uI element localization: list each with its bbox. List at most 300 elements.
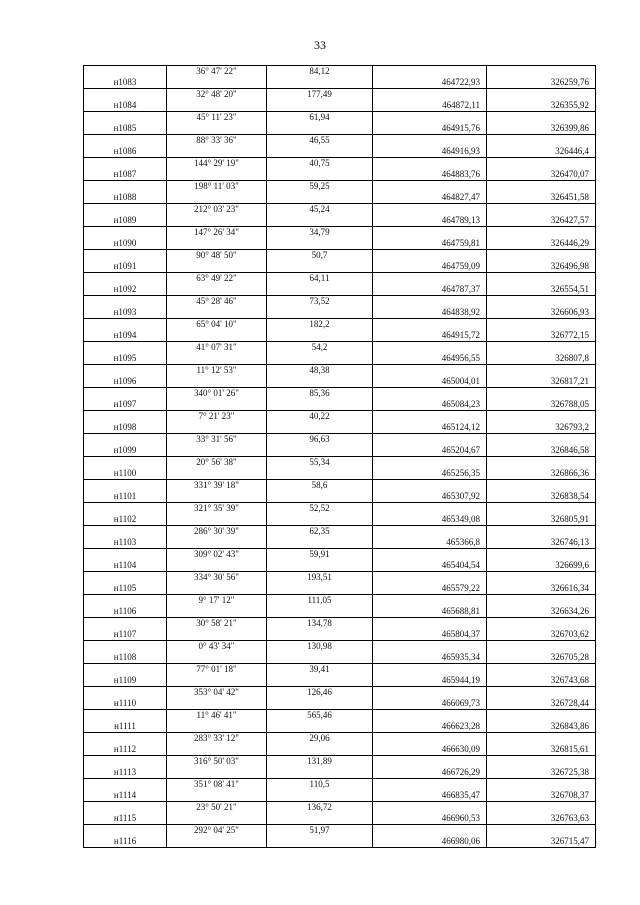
- direction-angle-cell-upper: 309° 02' 43": [194, 549, 239, 559]
- point-cell: [84, 365, 167, 388]
- length-cell-lower: [267, 307, 372, 318]
- y-coordinate-cell-upper: [487, 549, 595, 560]
- length-cell-lower: [267, 192, 372, 203]
- x-coordinate-cell: [373, 204, 487, 227]
- x-coordinate-cell-upper: [373, 733, 486, 744]
- y-coordinate-cell-upper: [487, 480, 595, 491]
- point-cell-upper: [84, 733, 166, 744]
- length-cell: [267, 549, 373, 572]
- point-cell: [84, 66, 167, 89]
- y-coordinate-cell-upper: [487, 181, 595, 192]
- point-cell-upper: [84, 411, 166, 422]
- length-cell-lower: [267, 261, 372, 272]
- x-coordinate-cell-lower: 464883,76: [441, 169, 480, 179]
- length-cell-lower: [267, 169, 372, 180]
- length-cell-upper: 110,5: [309, 779, 330, 789]
- length-cell: [267, 572, 373, 595]
- table-row: [84, 595, 596, 618]
- direction-angle-cell: [167, 181, 267, 204]
- x-coordinate-cell-lower: 465688,81: [441, 606, 480, 616]
- direction-angle-cell-lower: [167, 376, 266, 387]
- y-coordinate-cell-upper: [487, 825, 595, 836]
- length-cell-upper: 55,34: [309, 457, 330, 467]
- length-cell: [267, 365, 373, 388]
- x-coordinate-cell-upper: [373, 595, 486, 606]
- point-cell-lower: н1087: [113, 169, 137, 179]
- x-coordinate-cell: [373, 802, 487, 825]
- x-coordinate-cell-upper: [373, 411, 486, 422]
- x-coordinate-cell-upper: [373, 296, 486, 307]
- y-coordinate-cell-upper: [487, 365, 595, 376]
- direction-angle-cell: [167, 158, 267, 181]
- y-coordinate-cell: [487, 549, 596, 572]
- x-coordinate-cell-lower: 464915,76: [441, 123, 480, 133]
- length-cell-upper: 45,24: [309, 204, 330, 214]
- y-coordinate-cell: [487, 664, 596, 687]
- x-coordinate-cell-lower: 465935,34: [441, 652, 480, 662]
- y-coordinate-cell-lower: 326866,36: [550, 468, 589, 478]
- length-cell-lower: [267, 813, 372, 824]
- y-coordinate-cell: [487, 342, 596, 365]
- direction-angle-cell: [167, 503, 267, 526]
- table-row: [84, 342, 596, 365]
- length-cell: [267, 779, 373, 802]
- point-cell-upper: [84, 802, 166, 813]
- y-coordinate-cell-upper: [487, 112, 595, 123]
- point-cell-upper: [84, 319, 166, 330]
- y-coordinate-cell-upper: [487, 135, 595, 146]
- length-cell: [267, 342, 373, 365]
- x-coordinate-cell: [373, 273, 487, 296]
- length-cell-upper: 50,7: [311, 250, 328, 260]
- direction-angle-cell-lower: [167, 422, 266, 433]
- point-cell-upper: [84, 365, 166, 376]
- x-coordinate-cell-lower: 464759,81: [441, 238, 480, 248]
- direction-angle-cell-lower: [167, 560, 266, 571]
- direction-angle-cell-lower: [167, 606, 266, 617]
- direction-angle-cell-lower: [167, 353, 266, 364]
- y-coordinate-cell: [487, 66, 596, 89]
- y-coordinate-cell-upper: [487, 641, 595, 652]
- x-coordinate-cell-lower: 466069,73: [441, 698, 480, 708]
- y-coordinate-cell: [487, 112, 596, 135]
- point-cell-upper: [84, 66, 166, 77]
- table-row: [84, 733, 596, 756]
- length-cell-upper: 111,05: [307, 595, 332, 605]
- length-cell-upper: 84,12: [309, 66, 330, 76]
- x-coordinate-cell-lower: 464722,93: [441, 77, 480, 87]
- direction-angle-cell: [167, 457, 267, 480]
- length-cell: [267, 710, 373, 733]
- direction-angle-cell-lower: [167, 215, 266, 226]
- point-cell-lower: н1094: [113, 330, 137, 340]
- length-cell-upper: 136,72: [307, 802, 332, 812]
- direction-angle-cell: [167, 664, 267, 687]
- length-cell-lower: [267, 422, 372, 433]
- x-coordinate-cell: [373, 181, 487, 204]
- table-row: [84, 227, 596, 250]
- point-cell-lower: н1111: [114, 721, 136, 731]
- y-coordinate-cell-lower: 326772,15: [550, 330, 589, 340]
- point-cell-lower: н1083: [113, 77, 137, 87]
- x-coordinate-cell-lower: 466980,06: [441, 836, 480, 846]
- x-coordinate-cell: [373, 250, 487, 273]
- direction-angle-cell-upper: 65° 04' 10": [196, 319, 237, 329]
- x-coordinate-cell-upper: [373, 227, 486, 238]
- length-cell: [267, 181, 373, 204]
- direction-angle-cell-lower: [167, 192, 266, 203]
- y-coordinate-cell-upper: [487, 802, 595, 813]
- table-row: [84, 273, 596, 296]
- point-cell: [84, 503, 167, 526]
- direction-angle-cell-lower: [167, 445, 266, 456]
- direction-angle-cell-upper: 20° 56' 38": [196, 457, 237, 467]
- direction-angle-cell: [167, 618, 267, 641]
- y-coordinate-cell-upper: [487, 526, 595, 537]
- y-coordinate-cell-lower: 326763,63: [550, 813, 589, 823]
- table-row: [84, 618, 596, 641]
- direction-angle-cell-lower: [167, 491, 266, 502]
- point-cell-upper: [84, 89, 166, 100]
- point-cell-lower: н1104: [113, 560, 137, 570]
- direction-angle-cell: [167, 319, 267, 342]
- direction-angle-cell-lower: [167, 836, 266, 847]
- y-coordinate-cell-upper: [487, 710, 595, 721]
- length-cell: [267, 158, 373, 181]
- point-cell: [84, 641, 167, 664]
- point-cell-lower: н1097: [113, 399, 137, 409]
- direction-angle-cell-lower: [167, 146, 266, 157]
- direction-angle-cell: [167, 250, 267, 273]
- length-cell-lower: [267, 100, 372, 111]
- point-cell: [84, 181, 167, 204]
- direction-angle-cell-upper: 198° 11' 03": [194, 181, 239, 191]
- x-coordinate-cell: [373, 779, 487, 802]
- x-coordinate-cell: [373, 365, 487, 388]
- point-cell-upper: [84, 227, 166, 238]
- point-cell: [84, 825, 167, 848]
- direction-angle-cell-upper: 340° 01' 26": [194, 388, 239, 398]
- length-cell: [267, 733, 373, 756]
- direction-angle-cell-upper: 334° 30' 56": [194, 572, 239, 582]
- table-row: [84, 158, 596, 181]
- x-coordinate-cell: [373, 434, 487, 457]
- point-cell-upper: [84, 181, 166, 192]
- table-row: [84, 779, 596, 802]
- point-cell: [84, 89, 167, 112]
- table-row: [84, 480, 596, 503]
- table-row: [84, 66, 596, 89]
- length-cell: [267, 296, 373, 319]
- direction-angle-cell: [167, 135, 267, 158]
- x-coordinate-cell-lower: 464789,13: [441, 215, 480, 225]
- table-row: [84, 457, 596, 480]
- table-row: [84, 89, 596, 112]
- direction-angle-cell-lower: [167, 123, 266, 134]
- y-coordinate-cell-upper: [487, 572, 595, 583]
- point-cell-lower: н1092: [113, 284, 137, 294]
- direction-angle-cell-upper: 353° 04' 42": [194, 687, 239, 697]
- length-cell: [267, 112, 373, 135]
- direction-angle-cell-upper: 77° 01' 18": [196, 664, 237, 674]
- direction-angle-cell: [167, 227, 267, 250]
- point-cell-upper: [84, 273, 166, 284]
- length-cell-upper: 48,38: [309, 365, 330, 375]
- direction-angle-cell: [167, 480, 267, 503]
- coordinates-table: [83, 65, 596, 848]
- x-coordinate-cell: [373, 135, 487, 158]
- length-cell-upper: 73,52: [309, 296, 330, 306]
- y-coordinate-cell-lower: 326788,05: [550, 399, 589, 409]
- direction-angle-cell: [167, 756, 267, 779]
- direction-angle-cell: [167, 687, 267, 710]
- y-coordinate-cell: [487, 779, 596, 802]
- x-coordinate-cell: [373, 89, 487, 112]
- x-coordinate-cell-lower: 466726,29: [441, 767, 480, 777]
- direction-angle-cell: [167, 825, 267, 848]
- x-coordinate-cell: [373, 296, 487, 319]
- direction-angle-cell: [167, 641, 267, 664]
- point-cell-upper: [84, 434, 166, 445]
- y-coordinate-cell: [487, 480, 596, 503]
- length-cell-lower: [267, 560, 372, 571]
- point-cell-lower: н1115: [113, 813, 137, 823]
- x-coordinate-cell-upper: [373, 342, 486, 353]
- length-cell-upper: 29,06: [309, 733, 330, 743]
- direction-angle-cell-upper: 36° 47' 22": [196, 66, 237, 76]
- y-coordinate-cell-upper: [487, 411, 595, 422]
- length-cell: [267, 526, 373, 549]
- table-row: [84, 250, 596, 273]
- y-coordinate-cell: [487, 618, 596, 641]
- y-coordinate-cell: [487, 158, 596, 181]
- table-row: [84, 641, 596, 664]
- y-coordinate-cell: [487, 434, 596, 457]
- direction-angle-cell: [167, 204, 267, 227]
- point-cell: [84, 342, 167, 365]
- length-cell-lower: [267, 330, 372, 341]
- point-cell-upper: [84, 756, 166, 767]
- length-cell-upper: 565,46: [307, 710, 332, 720]
- y-coordinate-cell-lower: 326616,34: [550, 583, 589, 593]
- point-cell: [84, 112, 167, 135]
- x-coordinate-cell-lower: 465944,19: [441, 675, 480, 685]
- length-cell: [267, 687, 373, 710]
- point-cell: [84, 595, 167, 618]
- x-coordinate-cell-upper: [373, 181, 486, 192]
- table-row: [84, 756, 596, 779]
- direction-angle-cell: [167, 273, 267, 296]
- length-cell-upper: 126,46: [307, 687, 332, 697]
- x-coordinate-cell-lower: 464759,09: [441, 261, 480, 271]
- table-row: [84, 112, 596, 135]
- direction-angle-cell: [167, 434, 267, 457]
- x-coordinate-cell: [373, 756, 487, 779]
- direction-angle-cell-upper: 45° 11' 23": [196, 112, 237, 122]
- direction-angle-cell-lower: [167, 767, 266, 778]
- point-cell: [84, 756, 167, 779]
- y-coordinate-cell: [487, 273, 596, 296]
- length-cell: [267, 503, 373, 526]
- y-coordinate-cell: [487, 572, 596, 595]
- point-cell-lower: н1100: [113, 468, 137, 478]
- y-coordinate-cell-upper: [487, 687, 595, 698]
- x-coordinate-cell-lower: 465004,01: [441, 376, 480, 386]
- x-coordinate-cell-upper: [373, 664, 486, 675]
- direction-angle-cell-upper: 147° 26' 34": [194, 227, 239, 237]
- length-cell-lower: [267, 77, 372, 88]
- length-cell-upper: 177,49: [307, 89, 332, 99]
- direction-angle-cell-upper: 32° 48' 20": [196, 89, 237, 99]
- length-cell: [267, 802, 373, 825]
- point-cell: [84, 319, 167, 342]
- length-cell: [267, 480, 373, 503]
- x-coordinate-cell: [373, 710, 487, 733]
- point-cell-upper: [84, 250, 166, 261]
- direction-angle-cell: [167, 802, 267, 825]
- y-coordinate-cell-upper: [487, 434, 595, 445]
- point-cell: [84, 135, 167, 158]
- length-cell: [267, 756, 373, 779]
- length-cell-lower: [267, 376, 372, 387]
- x-coordinate-cell-upper: [373, 480, 486, 491]
- point-cell-lower: н1099: [113, 445, 137, 455]
- point-cell-lower: н1109: [113, 675, 137, 685]
- length-cell-upper: 131,89: [307, 756, 332, 766]
- table-row: [84, 296, 596, 319]
- length-cell-upper: 134,78: [307, 618, 332, 628]
- x-coordinate-cell-lower: 465256,35: [441, 468, 480, 478]
- direction-angle-cell-lower: [167, 77, 266, 88]
- point-cell-upper: [84, 825, 166, 836]
- x-coordinate-cell-lower: 464872,11: [442, 100, 480, 110]
- y-coordinate-cell-lower: 326399,86: [550, 123, 589, 133]
- direction-angle-cell-upper: 23° 50' 21": [196, 802, 237, 812]
- y-coordinate-cell-lower: 326815,61: [550, 744, 589, 754]
- length-cell-lower: [267, 790, 372, 801]
- length-cell-upper: 64,11: [309, 273, 330, 283]
- direction-angle-cell-lower: [167, 238, 266, 249]
- x-coordinate-cell-upper: [373, 273, 486, 284]
- length-cell: [267, 66, 373, 89]
- length-cell: [267, 89, 373, 112]
- table-row: [84, 572, 596, 595]
- y-coordinate-cell-upper: [487, 618, 595, 629]
- point-cell-upper: [84, 549, 166, 560]
- x-coordinate-cell-upper: [373, 434, 486, 445]
- direction-angle-cell: [167, 112, 267, 135]
- length-cell-lower: [267, 629, 372, 640]
- x-coordinate-cell-lower: 465804,37: [441, 629, 480, 639]
- length-cell: [267, 227, 373, 250]
- point-cell-lower: н1112: [113, 744, 137, 754]
- x-coordinate-cell-lower: 465404,54: [441, 560, 480, 570]
- length-cell-lower: [267, 583, 372, 594]
- direction-angle-cell-upper: 316° 50' 03": [194, 756, 239, 766]
- length-cell-upper: 85,36: [309, 388, 330, 398]
- y-coordinate-cell-lower: 326746,13: [550, 537, 589, 547]
- length-cell: [267, 250, 373, 273]
- point-cell-upper: [84, 158, 166, 169]
- point-cell: [84, 549, 167, 572]
- y-coordinate-cell: [487, 825, 596, 848]
- x-coordinate-cell-upper: [373, 135, 486, 146]
- direction-angle-cell-lower: [167, 652, 266, 663]
- y-coordinate-cell-lower: 326705,28: [550, 652, 589, 662]
- length-cell-lower: [267, 698, 372, 709]
- y-coordinate-cell: [487, 250, 596, 273]
- y-coordinate-cell-upper: [487, 204, 595, 215]
- length-cell: [267, 618, 373, 641]
- y-coordinate-cell: [487, 756, 596, 779]
- point-cell-upper: [84, 480, 166, 491]
- x-coordinate-cell-lower: 465307,92: [441, 491, 480, 501]
- length-cell-lower: [267, 537, 372, 548]
- length-cell: [267, 457, 373, 480]
- direction-angle-cell-lower: [167, 169, 266, 180]
- point-cell-upper: [84, 135, 166, 146]
- point-cell-upper: [84, 296, 166, 307]
- length-cell: [267, 388, 373, 411]
- y-coordinate-cell-lower: 326807,8: [555, 353, 589, 363]
- point-cell: [84, 664, 167, 687]
- length-cell-upper: 193,51: [307, 572, 332, 582]
- direction-angle-cell-lower: [167, 100, 266, 111]
- point-cell: [84, 227, 167, 250]
- x-coordinate-cell-lower: 464915,72: [441, 330, 480, 340]
- direction-angle-cell: [167, 526, 267, 549]
- length-cell-lower: [267, 721, 372, 732]
- x-coordinate-cell-lower: 464787,37: [441, 284, 480, 294]
- table-row: [84, 802, 596, 825]
- point-cell-lower: н1103: [113, 537, 137, 547]
- length-cell-upper: 51,97: [309, 825, 330, 835]
- direction-angle-cell-upper: 41° 07' 31": [196, 342, 237, 352]
- point-cell: [84, 411, 167, 434]
- y-coordinate-cell-upper: [487, 296, 595, 307]
- point-cell-lower: н1095: [113, 353, 137, 363]
- point-cell-lower: н1093: [113, 307, 137, 317]
- point-cell: [84, 480, 167, 503]
- point-cell-lower: н1101: [113, 491, 137, 501]
- x-coordinate-cell-upper: [373, 66, 486, 77]
- x-coordinate-cell-upper: [373, 687, 486, 698]
- length-cell-upper: 34,79: [309, 227, 330, 237]
- x-coordinate-cell: [373, 641, 487, 664]
- y-coordinate-cell-upper: [487, 273, 595, 284]
- x-coordinate-cell-lower: 465579,22: [441, 583, 480, 593]
- y-coordinate-cell-lower: 326715,47: [550, 836, 589, 846]
- direction-angle-cell-lower: [167, 537, 266, 548]
- direction-angle-cell-upper: 30° 58' 21": [196, 618, 237, 628]
- point-cell: [84, 158, 167, 181]
- length-cell-upper: 182,2: [309, 319, 330, 329]
- y-coordinate-cell-lower: 326606,93: [550, 307, 589, 317]
- direction-angle-cell-lower: [167, 468, 266, 479]
- point-cell: [84, 572, 167, 595]
- point-cell-upper: [84, 641, 166, 652]
- point-cell: [84, 710, 167, 733]
- direction-angle-cell-lower: [167, 399, 266, 410]
- direction-angle-cell-upper: 9° 17' 12": [198, 595, 235, 605]
- y-coordinate-cell-lower: 326446,4: [555, 146, 589, 156]
- x-coordinate-cell: [373, 227, 487, 250]
- length-cell-lower: [267, 767, 372, 778]
- direction-angle-cell-lower: [167, 307, 266, 318]
- x-coordinate-cell-upper: [373, 503, 486, 514]
- y-coordinate-cell-lower: 326838,54: [550, 491, 589, 501]
- x-coordinate-cell-lower: 464827,47: [441, 192, 480, 202]
